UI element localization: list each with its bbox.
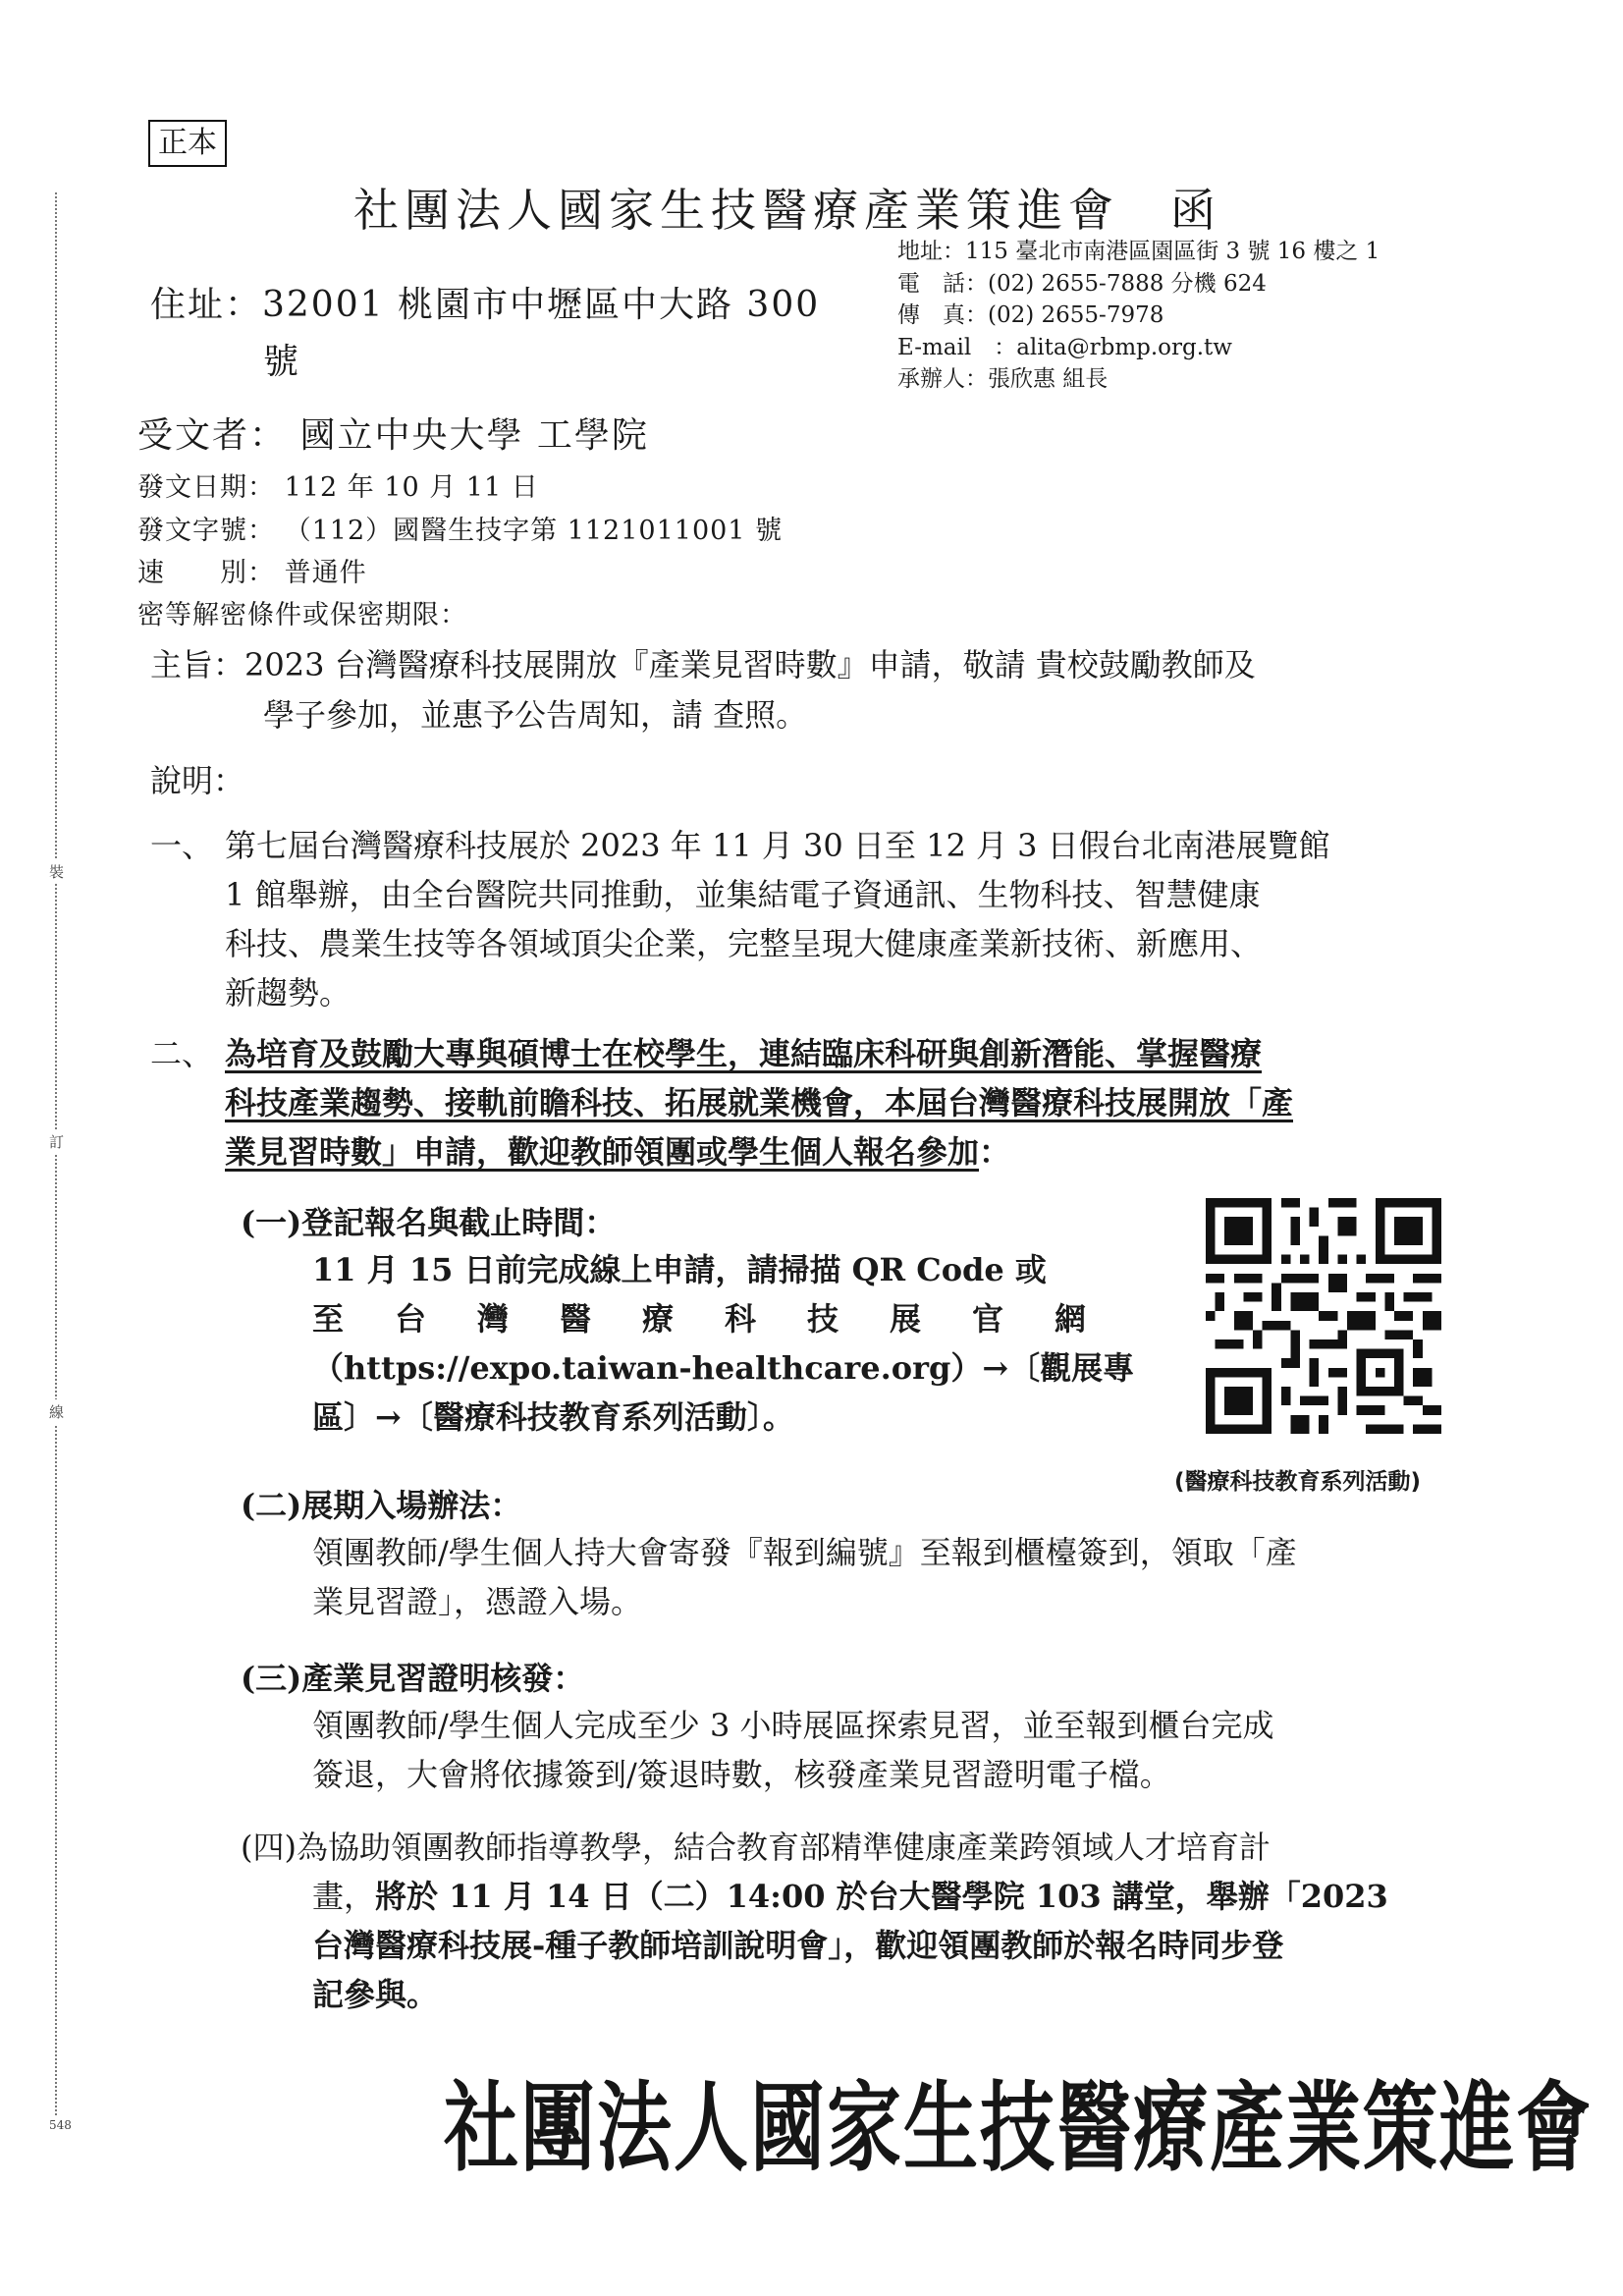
item-2-line: 科技產業趨勢、接軌前瞻科技、拓展就業機會，本屆台灣醫療科技展開放「產 (225, 1084, 1294, 1121)
line-mark: 線 (49, 1399, 64, 1424)
qr-caption: (醫療科技教育系列活動) (1174, 1469, 1422, 1495)
recipient-address-continued: 號 (263, 342, 299, 382)
section-3-line: 領團教師/學生個人完成至少 3 小時展區探索見習，並至報到櫃台完成 (312, 1707, 1274, 1744)
confidentiality: 密等解密條件或保密期限： (137, 600, 467, 630)
item-1-number: 一、 (150, 827, 214, 864)
original-copy-stamp: 正本 (148, 120, 227, 167)
section-4-line-3: 台灣醫療科技展-種子教師培訓說明會」，歡迎領團教師於報名時同步登 (312, 1927, 1284, 1964)
section-1-line: 區〕→〔醫療科技教育系列活動〕。 (312, 1398, 794, 1436)
item-2-number: 二、 (150, 1035, 214, 1072)
organization-seal: 社團法人國家生技醫療產業策進會 (444, 2070, 1593, 2185)
section-4-line-4: 記參與。 (312, 1976, 439, 2013)
sender-phone: 電 話：(02) 2655-7888 分機 624 (897, 270, 1267, 297)
item-2-text (225, 1029, 1293, 1176)
section-1-line: 11 月 15 日前完成線上申請，請掃描 QR Code 或 (312, 1251, 1047, 1288)
stitch-mark: 訂 (49, 1129, 64, 1154)
item-2-colon: ： (979, 1133, 1011, 1171)
margin-page-number: 548 (49, 2118, 72, 2132)
section-2-body (312, 1528, 1297, 1626)
item-2-line: 為培育及鼓勵大專與碩博士在校學生，連結臨床科研與創新潛能、掌握醫療 (225, 1035, 1263, 1072)
section-2-line: 領團教師/學生個人持大會寄發『報到編號』至報到櫃檯簽到，領取「產 (312, 1534, 1297, 1571)
subject (150, 640, 1256, 740)
section-1-body (312, 1245, 1137, 1442)
item-1-line: 第七屆台灣醫療科技展於 2023 年 11 月 30 日至 12 月 3 日假台北南港展覽館 (225, 827, 1330, 864)
section-3-body (312, 1701, 1274, 1799)
recipient-address: 住址：32001 桃園市中壢區中大路 300 (150, 285, 821, 325)
item-1-line: 科技、農業生技等各領域頂尖企業，完整呈現大健康產業新技術、新應用、 (225, 925, 1263, 962)
section-1-line: 至台灣醫療科技展官網 (312, 1300, 1138, 1338)
issue-date: 發文日期： 112 年 10 月 11 日 (137, 472, 539, 503)
sender-email: E-mail ：alita@rbmp.org.tw (897, 334, 1232, 360)
sender-contact: 承辦人：張欣惠 組長 (897, 366, 1109, 392)
subject-line-2: 學子參加，並惠予公告周知，請 查照。 (263, 696, 808, 734)
document-number: 發文字號： （112）國醫生技字第 1121011001 號 (137, 516, 784, 546)
section-1-line: （https://expo.taiwan-healthcare.org）→〔觀展專 (312, 1349, 1135, 1387)
section-1-title: (一)登記報名與截止時間： (241, 1204, 617, 1241)
recipient: 受文者： 國立中央大學 工學院 (137, 415, 649, 456)
item-1-line: 新趨勢。 (225, 974, 352, 1011)
section-4-line-2-plain: 畫， (312, 1878, 376, 1915)
section-4 (241, 1823, 1388, 2019)
section-3-title: (三)產業見習證明核發： (241, 1660, 585, 1697)
item-2-line: 業見習時數」申請，歡迎教師領團或學生個人報名參加 (225, 1133, 980, 1171)
binding-mark: 裝 (49, 859, 64, 884)
item-1-line: 1 館舉辦，由全台醫院共同推動，並集結電子資通訊、生物科技、智慧健康 (225, 876, 1261, 913)
sender-address: 地址：115 臺北市南港區園區街 3 號 16 樓之 1 (897, 239, 1380, 264)
section-4-line-1: (四)為協助領團教師指導教學，結合教育部精準健康產業跨領域人才培育計 (241, 1829, 1271, 1866)
section-2-title: (二)展期入場辦法： (241, 1487, 522, 1524)
subject-line-1: 主旨：2023 台灣醫療科技展開放『產業見習時數』申請，敬請 貴校鼓勵教師及 (150, 646, 1256, 683)
qr-code[interactable] (1206, 1198, 1441, 1434)
document-title: 社團法人國家生技醫療產業策進會 函 (353, 184, 1221, 237)
section-3-line: 簽退，大會將依據簽到/簽退時數，核發產業見習證明電子檔。 (312, 1756, 1171, 1793)
section-2-line: 業見習證」，憑證入場。 (312, 1583, 643, 1620)
sender-info (897, 236, 1380, 396)
sender-fax: 傳 真：(02) 2655-7978 (897, 302, 1164, 328)
binding-line (55, 192, 57, 2127)
delivery-speed: 速 別： 普通件 (137, 558, 367, 588)
explanation-heading: 說明： (150, 762, 245, 799)
section-4-line-2-bold: 將於 11 月 14 日（二）14:00 於台大醫學院 103 講堂，舉辦「2023 (375, 1878, 1388, 1915)
item-1-text (225, 821, 1330, 1017)
